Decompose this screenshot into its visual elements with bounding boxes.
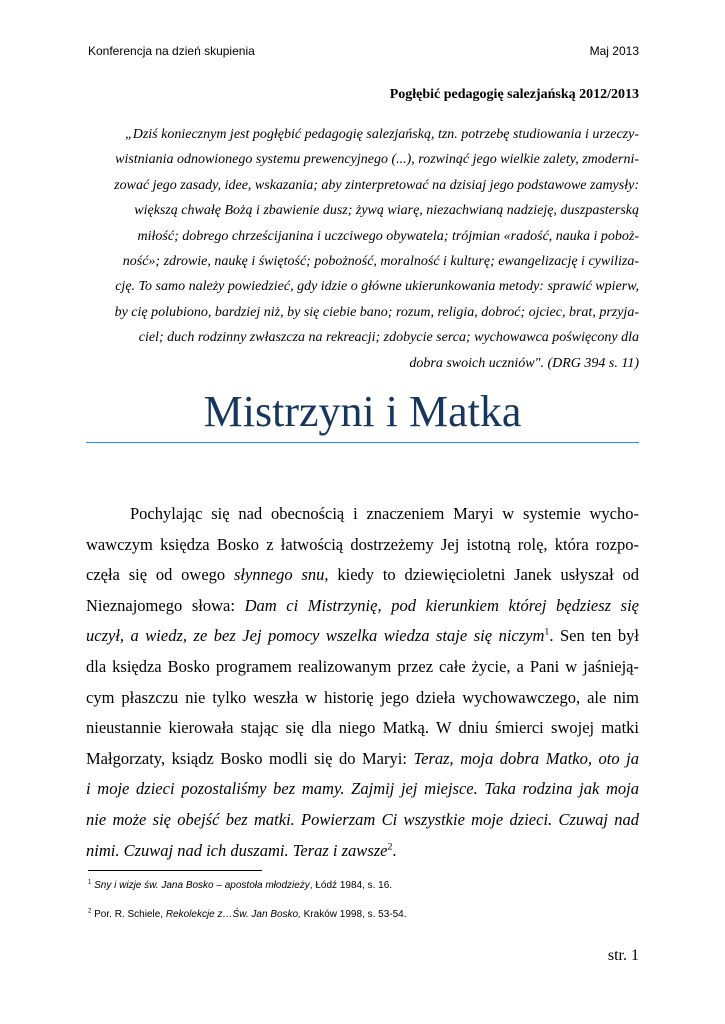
footnote-separator [88,870,262,871]
footnote-text: , Łódź 1984, s. 16. [309,880,393,891]
footnote-number: 2 [88,908,92,915]
body-emphasis: Teraz, moja dobra Matko, oto ja [413,748,639,768]
footnote-title: Sny i wizje św. Jana Bosko – apostoła młodzieży [94,880,310,891]
motto-line: „Dziś koniecznym jest pogłębić pedagogię salezjańską, tzn. potrzebę studiowania i urzeczy- [124,127,639,142]
title-underline [86,442,639,443]
body-emphasis: uczył, a wiedz, ze bez Jej pomocy wszelka wiedza staje się niczym [86,626,545,646]
body-line [86,530,639,561]
footnote-number: 1 [88,879,92,886]
motto-line: ność»; zdrowie, naukę i świętość; pobożność, moralność i kulturę; ewangelizację i cywiliza- [122,254,639,270]
footnote-text: Kraków 1998, s. 53-54. [300,909,407,920]
header-conference-title: Konferencja na dzień skupienia [88,44,255,58]
page-header [88,44,639,62]
body-text: dla księdza Bosko programem realizowanym przez całe życie, a Pani w jaśnieją- [86,656,639,676]
header-date: Maj 2013 [589,44,639,58]
body-emphasis: nie może się obejść bez matki. Powierzam Ci wszystkie moje dzieci. Czuwaj nad [86,809,639,829]
motto-line: dobra swoich uczniów". (DRG 394 s. 11) [409,355,639,371]
body-line [86,652,639,683]
body-line [86,621,639,652]
footnote-1 [88,880,639,891]
body-text: Nieznajomego słowa: [86,595,245,615]
footnote-ref-2[interactable]: 2 [387,841,393,853]
motto-line: ciel; duch rodzinny zwłaszcza na rekreacji; zdobycie serca; wychowawca poświęcony dla [138,330,639,346]
body-line [86,591,639,622]
body-emphasis: słynnego snu [234,565,325,585]
body-line [86,744,639,775]
body-emphasis: Dam ci Mistrzynię, pod kierunkiem której będziesz się [244,595,639,615]
body-line [86,774,639,805]
motto-line: zować jego zasady, idee, wskazania; aby zinterpretować na dzisiaj jego podstawowe zamysły: [114,177,639,193]
motto-line: cję. To samo należy powiedzieć, gdy idzie o główne ukierunkowania metody: sprawić wpierw, [115,279,639,295]
body-text: cym płaszczu nie tylko weszła w historię jego dzieła wychowawczego, ale nim [86,687,639,707]
motto-title: Pogłębić pedagogię salezjańską 2012/2013 [389,87,639,102]
page-title: Mistrzyni i Matka [203,387,522,436]
motto-line: wistniania odnowionego systemu prewencyjnego (...), rozwinąć jego wielkie zalety, zmoderni- [115,152,639,168]
body-text: . Sen ten był [549,626,639,646]
body-line [86,560,639,591]
body-line [86,836,639,867]
body-text: . [392,840,397,860]
page-number: str. 1 [607,947,639,964]
body-text: Pochylając się nad obecnością i znaczeniem Maryi w systemie wycho- [130,504,639,523]
motto-line: by cię polubiono, bardziej niż, by się ciebie bano; rozum, religia, dobroć; ojciec, brat, przyja- [114,304,639,320]
body-line [86,713,639,744]
body-emphasis: nimi. Czuwaj nad ich duszami. Teraz i zawsze [86,840,388,860]
body-text: Małgorzaty, ksiądz Bosko modli się do Maryi: [86,748,414,768]
body-paragraph [86,499,639,866]
motto-line: miłość; dobrego chrześcijanina i uczciwego obywatela; trójmian «radość, nauka i poboż- [137,228,639,244]
motto-quote [86,122,639,376]
body-line [86,499,639,530]
body-emphasis: i moje dzieci pozostaliśmy bez mamy. Zajmij jej miejsce. Taka rodzina jak moja [86,779,639,799]
body-line [86,683,639,714]
motto-line: większą chwałę Bożą i zbawienie dusz; żywą wiarę, niezachwianą nadzieję, duszpasterską [134,203,639,219]
footnote-ref-1[interactable]: 1 [544,626,550,638]
body-text: wawczym księdza Bosko z łatwością dostrzeżemy Jej istotną rolę, która rozpo- [86,534,639,554]
footnote-text: Por. R. Schiele, [91,909,166,920]
body-text: częła się od owego [86,565,234,585]
footnote-2 [88,909,639,920]
body-text: , kiedy to dziewięcioletni Janek usłyszał od [324,565,639,585]
body-line [86,805,639,836]
footnote-title: Rekolekcje z…Św. Jan Bosko, [165,909,301,920]
body-text: nieustannie kierowała stając się dla niego Matką. W dniu śmierci swojej matki [86,718,639,738]
